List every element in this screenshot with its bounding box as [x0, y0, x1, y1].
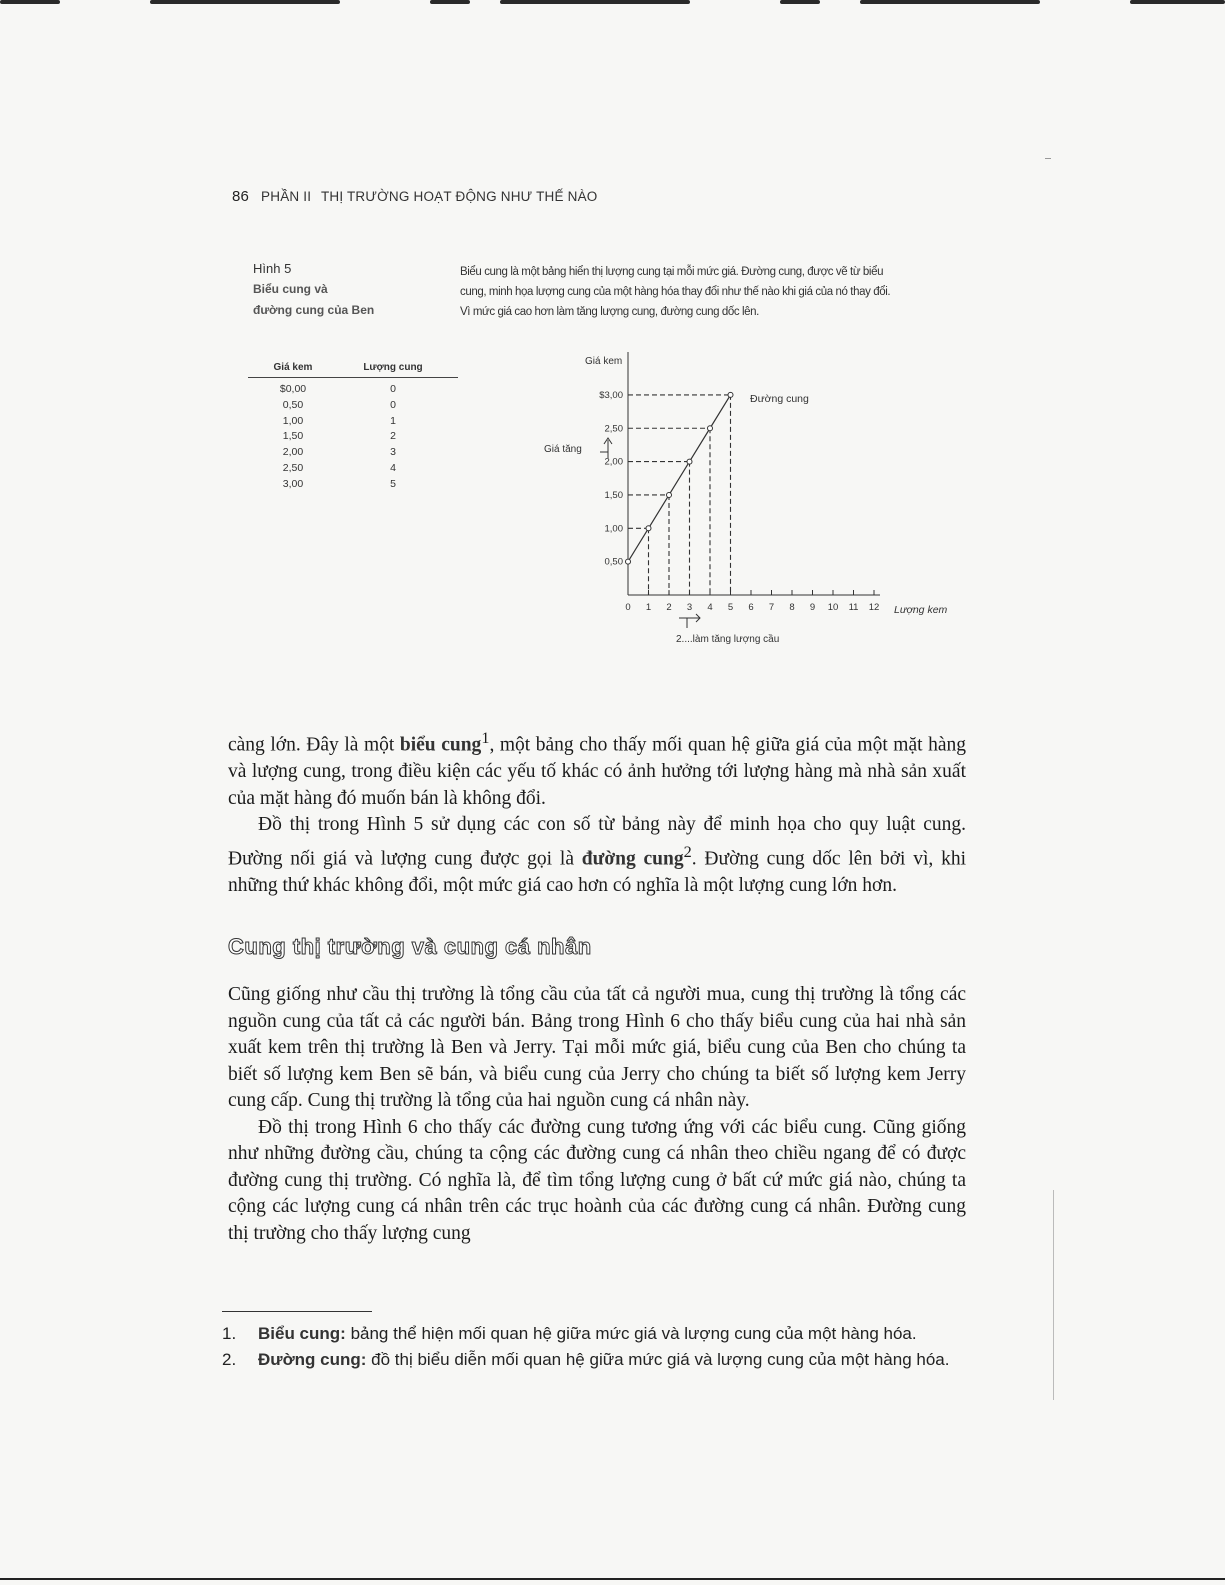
price-cell: 2,50 — [282, 461, 304, 474]
data-point — [646, 526, 651, 531]
price-rise-arrow — [600, 438, 612, 458]
figure-subtitle-2: đường cung của Ben — [253, 303, 375, 317]
x-tick-label: 1 — [645, 602, 652, 613]
scan-artifact-bottom — [0, 1578, 1225, 1580]
y-tick-label: 2,50 — [604, 423, 623, 435]
price-cell: 1,00 — [282, 414, 304, 427]
caption-line: Vì mức giá cao hơn làm tăng lượng cung, đường cung dốc lên. — [460, 306, 759, 318]
table-row — [248, 414, 458, 430]
term-supply-curve: đường cung — [581, 848, 684, 869]
price-cell: 1,50 — [282, 430, 304, 443]
footnote — [222, 1348, 967, 1372]
curve-label: Đường cung — [750, 393, 809, 405]
term-supply-schedule: biểu cung — [399, 734, 482, 756]
qty-cell: 5 — [390, 477, 396, 490]
qty-cell: 2 — [390, 430, 396, 443]
qty-cell: 0 — [390, 383, 396, 395]
caption-line: cung, minh họa lượng cung của một hàng hóa thay đổi như thế nào khi giá của nó thay đổi. — [460, 286, 891, 298]
qty-cell: 0 — [390, 398, 396, 411]
x-tick-label: 4 — [707, 602, 713, 613]
table-row — [248, 398, 458, 414]
footnote-ref: 2 — [683, 842, 692, 861]
price-cell: $0,00 — [279, 383, 307, 395]
running-header — [232, 188, 598, 205]
y-tick-label: 1,50 — [604, 489, 623, 501]
part-label: PHẦN II — [261, 189, 312, 204]
text-run: càng lớn. Đây là một — [228, 734, 400, 756]
figure-subtitle-1: Biểu cung và — [253, 282, 328, 296]
qty-cell: 1 — [390, 414, 396, 427]
supply-curve — [628, 395, 731, 562]
x-tick-label: 0 — [625, 602, 631, 613]
x-tick-label: 2 — [666, 602, 672, 613]
y-tick-label: 2,00 — [604, 456, 623, 468]
x-tick-label: 11 — [848, 602, 859, 613]
col-price-header: Giá kem — [273, 362, 313, 373]
figure-label — [253, 258, 374, 321]
table-row — [248, 429, 458, 445]
section-heading: Cung thị trường và cung cá nhân — [228, 934, 592, 959]
table-header — [248, 362, 458, 378]
price-cell: 3,00 — [282, 477, 304, 490]
page-number: 86 — [232, 188, 250, 205]
x-tick-label: 9 — [809, 602, 816, 613]
data-point — [626, 559, 631, 564]
paragraph: Đồ thị trong Hình 6 cho thấy các đường cung tương ứng với các biểu cung. Cũng giống như những đường cầu, chúng ta cộng các đường cung cá nhân theo chiều ngang để có được đường cung thị trường. Có nghĩa là, để tìm tổng lượng cung ở bất cứ mức giá nào, chúng ta cộng các lượng cung cá nhân trên các trục hoành của các đường cung cá nhân. Đường cung thị trường cho thấy lượng cung — [228, 1116, 966, 1244]
price-cell: 2,00 — [282, 446, 304, 459]
data-point — [708, 426, 713, 431]
footnote-number: 1. — [222, 1324, 237, 1343]
figure-caption — [460, 262, 960, 322]
supply-curve-chart — [530, 348, 960, 658]
x-tick-label: 5 — [727, 602, 734, 613]
y-tick-label: 1,00 — [604, 523, 623, 535]
table-row — [248, 477, 458, 493]
x-tick-label: 3 — [686, 602, 693, 613]
col-qty-header: Lượng cung — [363, 362, 423, 373]
y-axis-label: Giá kem — [585, 356, 623, 367]
qty-rise-label: 2....làm tăng lượng cầu — [676, 634, 780, 645]
table-row — [248, 445, 458, 461]
footnote-term: Đường cung: — [258, 1350, 367, 1369]
qty-cell: 3 — [390, 446, 396, 459]
footnote — [222, 1322, 967, 1346]
body-section-1 — [228, 725, 966, 899]
data-point — [687, 459, 692, 464]
text-run: . Đường cung dốc lên bởi vì, khi những thứ khác không đổi, một mức giá cao hơn có nghĩa là một lượng cung lớn hơn. — [228, 848, 966, 896]
x-axis-label: Lượng kem — [894, 604, 948, 616]
paragraph — [228, 812, 966, 899]
table-row — [248, 461, 458, 477]
x-tick-label: 12 — [868, 602, 880, 613]
scan-artifact-top — [0, 0, 1225, 8]
caption-line: Biểu cung là một bảng hiển thị lượng cung tại mỗi mức giá. Đường cung, được vẽ từ biểu — [460, 266, 884, 278]
price-rise-label: Giá tăng — [544, 444, 582, 455]
footnote-term: Biểu cung: — [258, 1324, 346, 1343]
paragraph: Cũng giống như cầu thị trường là tổng cầu của tất cả người mua, cung thị trường là tổng các nguồn cung của tất cả các người bán. Bảng trong Hình 6 cho thấy biểu cung của hai nhà sản xuất kem trên thị trường là Ben và Jerry. Tại mỗi mức giá, biểu cung của Ben cho chúng ta biết số lượng kem Ben sẽ bán, và biểu cung của Jerry cho chúng ta biết số lượng kem Jerry cung cấp. Cung thị trường là tổng của hai nguồn cung cá nhân này. — [228, 984, 966, 1111]
data-point — [667, 492, 672, 497]
x-tick-label: 6 — [748, 602, 754, 613]
footnote-text: đồ thị biểu diễn mối quan hệ giữa mức giá và lượng cung của một hàng hóa. — [366, 1350, 950, 1369]
x-tick-label: 7 — [768, 602, 775, 613]
price-cell: 0,50 — [282, 398, 304, 411]
y-tick-label: $3,00 — [599, 389, 623, 401]
x-tick-label: 10 — [827, 602, 839, 613]
footnote-divider — [222, 1311, 372, 1312]
text-run: Đồ thị trong Hình 5 sử dụng các con số từ bảng này để minh họa cho quy luật cung. Đường nối giá và lượng cung được gọi là — [228, 814, 966, 869]
footnote-text: bảng thể hiện mối quan hệ giữa mức giá và lượng cung của một hàng hóa. — [345, 1324, 917, 1343]
qty-rise-arrow — [679, 614, 700, 628]
x-tick-label: 8 — [789, 602, 795, 613]
footnote-number: 2. — [222, 1350, 237, 1369]
text-run: , một bảng cho thấy mối quan hệ giữa giá của một mặt hàng và lượng cung, trong điều kiện các yếu tố khác có ảnh hưởng tới lượng hàng mà nhà sản xuất của mặt hàng đó muốn bán là không đổi. — [228, 734, 967, 809]
y-tick-label: 0,50 — [604, 556, 623, 568]
paragraph — [228, 725, 966, 812]
table-row — [248, 382, 458, 398]
body-section-2 — [228, 982, 966, 1247]
qty-cell: 4 — [390, 461, 396, 474]
scan-mark — [1053, 1190, 1054, 1400]
chapter-title: THỊ TRƯỜNG HOẠT ĐỘNG NHƯ THẾ NÀO — [320, 189, 598, 204]
footnotes — [222, 1322, 967, 1374]
data-point — [728, 392, 733, 397]
supply-schedule-table — [248, 362, 458, 493]
scan-mark — [1045, 158, 1051, 159]
figure-number: Hình 5 — [253, 261, 292, 276]
footnote-ref: 1 — [481, 729, 490, 747]
